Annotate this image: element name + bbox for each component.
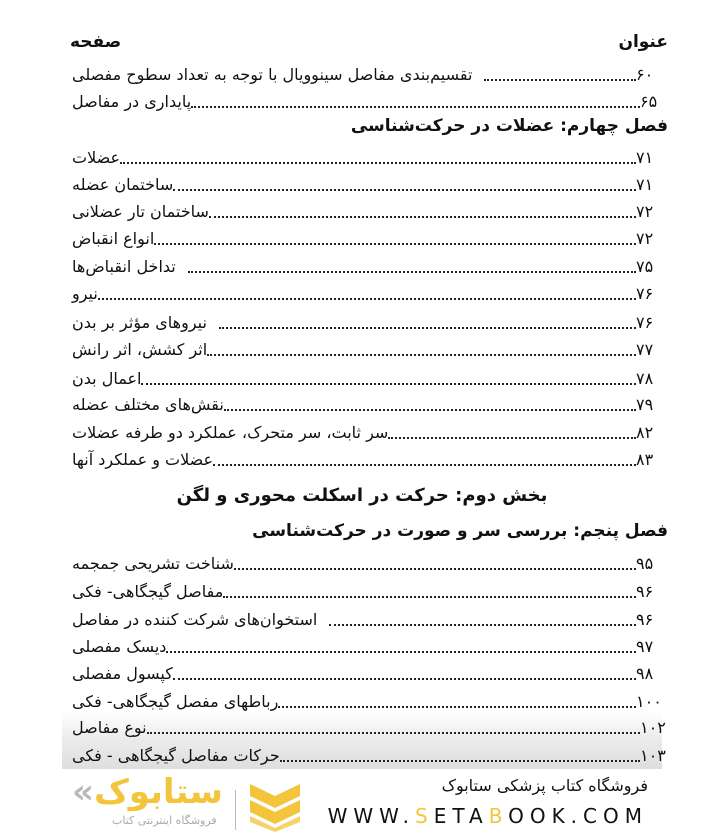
- footer-watermark: [0, 770, 724, 836]
- toc-entry[interactable]: [70, 60, 668, 86]
- toc-entry[interactable]: [70, 418, 668, 444]
- entry-title: سر ثابت، سر متحرک، عملکرد دو طرفه عضلات: [72, 423, 389, 442]
- entry-title: نوع مفاصل: [72, 718, 147, 737]
- entry-title: پایداری در مفاصل: [72, 92, 192, 111]
- logo-wordmark: «ستابوک: [72, 772, 223, 812]
- toc-entry[interactable]: [70, 713, 668, 739]
- dot-leader: [223, 596, 636, 598]
- dot-leader: [329, 624, 636, 626]
- entry-title: حرکات مفاصل گیجگاهی - فکی: [72, 746, 280, 765]
- logo-divider: [235, 790, 236, 830]
- dot-leader: [191, 106, 640, 108]
- entry-title: استخوان‌های شرکت کننده در مفاصل: [72, 610, 318, 629]
- toc-entry[interactable]: [70, 252, 668, 278]
- dot-leader: [154, 243, 636, 245]
- entry-title: نیروهای مؤثر بر بدن: [72, 313, 207, 332]
- toc-entry[interactable]: [70, 445, 668, 471]
- dot-leader: [173, 189, 636, 191]
- entry-page: ۷۲: [636, 229, 654, 248]
- entry-page: ۱۰۲: [640, 718, 666, 737]
- entry-title: نقش‌های مختلف عضله: [72, 395, 224, 414]
- store-url[interactable]: WWW.SETABOOK.COM: [327, 804, 648, 828]
- entry-page: ۹۵: [636, 554, 654, 573]
- toc-entry[interactable]: [70, 741, 668, 767]
- entry-page: ۱۰۳: [640, 746, 666, 765]
- toc-entry[interactable]: [70, 364, 668, 390]
- dot-leader: [280, 760, 640, 762]
- entry-title: کپسول مفصلی: [72, 664, 173, 683]
- dot-leader: [219, 327, 636, 329]
- entry-page: ۷۱: [636, 175, 654, 194]
- entry-page: ۹۷: [636, 637, 654, 656]
- entry-page: ۷۷: [636, 340, 654, 359]
- toc-entry[interactable]: [70, 549, 668, 575]
- logo-subtitle: فروشگاه اینترنتی کتاب: [112, 814, 217, 827]
- entry-title: دیسک مفصلی: [72, 637, 167, 656]
- dot-leader: [98, 298, 636, 300]
- entry-title: انواع انقباض: [72, 229, 155, 248]
- dot-leader: [141, 383, 636, 385]
- dot-leader: [166, 651, 636, 653]
- entry-page: ۶۵: [640, 92, 658, 111]
- entry-title: تقسیم‌بندی مفاصل سینوویال با توجه به تعداد سطوح مفصلی: [72, 65, 473, 84]
- toc-entry[interactable]: [70, 687, 668, 713]
- dot-leader: [147, 732, 640, 734]
- dot-leader: [484, 79, 636, 81]
- store-name: فروشگاه کتاب پزشکی ستابوک: [441, 776, 648, 795]
- dot-leader: [120, 162, 636, 164]
- toc-entry[interactable]: [70, 308, 668, 334]
- chevron-badge-icon: [248, 782, 302, 832]
- entry-title: نیرو: [72, 284, 98, 303]
- entry-title: اثر کشش، اثر رانش: [72, 340, 208, 359]
- entry-title: ساختمان تار عضلانی: [72, 202, 209, 221]
- entry-page: ۹۸: [636, 664, 654, 683]
- entry-page: ۹۶: [636, 610, 654, 629]
- toc-entry[interactable]: [70, 87, 668, 113]
- dot-leader: [213, 464, 636, 466]
- chapter-heading[interactable]: فصل پنجم: بررسی سر و صورت در حرکت‌شناسی: [252, 521, 668, 541]
- toc-entry[interactable]: [70, 659, 668, 685]
- toc-entry[interactable]: [70, 197, 668, 223]
- entry-page: ۸۲: [636, 423, 654, 442]
- entry-title: اعمال بدن: [72, 369, 142, 388]
- entry-page: ۷۶: [636, 313, 654, 332]
- entry-page: ۶۰: [636, 65, 654, 84]
- entry-title: مفاصل گیجگاهی- فکی: [72, 582, 224, 601]
- dot-leader: [207, 354, 636, 356]
- entry-page: ۹۶: [636, 582, 654, 601]
- setabook-logo[interactable]: [72, 772, 302, 834]
- page-column-header: صفحه: [70, 32, 122, 52]
- toc-entry[interactable]: [70, 143, 668, 169]
- entry-page: ۷۱: [636, 148, 654, 167]
- entry-title: تداخل انقباض‌ها: [72, 257, 176, 276]
- entry-page: ۱۰۰: [636, 692, 662, 711]
- title-column-header: عنوان: [618, 32, 668, 52]
- entry-title: شناخت تشریحی جمجمه: [72, 554, 234, 573]
- dot-leader: [188, 271, 636, 273]
- entry-title: ساختمان عضله: [72, 175, 174, 194]
- toc-entry[interactable]: [70, 605, 668, 631]
- toc-entry[interactable]: [70, 577, 668, 603]
- dot-leader: [278, 706, 636, 708]
- toc-entry[interactable]: [70, 335, 668, 361]
- dot-leader: [234, 568, 636, 570]
- entry-page: ۷۶: [636, 284, 654, 303]
- entry-title: عضلات: [72, 148, 121, 167]
- toc-entry[interactable]: [70, 279, 668, 305]
- toc-entry[interactable]: [70, 224, 668, 250]
- entry-page: ۷۸: [636, 369, 654, 388]
- entry-title: عضلات و عملکرد آنها: [72, 450, 214, 469]
- toc-entry[interactable]: [70, 170, 668, 196]
- dot-leader: [209, 216, 636, 218]
- entry-page: ۸۳: [636, 450, 654, 469]
- toc-entry[interactable]: [70, 390, 668, 416]
- entry-page: ۷۲: [636, 202, 654, 221]
- entry-page: ۷۹: [636, 395, 654, 414]
- toc-entry[interactable]: [70, 632, 668, 658]
- chapter-heading[interactable]: فصل چهارم: عضلات در حرکت‌شناسی: [350, 116, 668, 136]
- entry-title: رباطهای مفصل گیجگاهی- فکی: [72, 692, 279, 711]
- dot-leader: [173, 678, 636, 680]
- logo-chevrons-icon: «: [72, 772, 94, 812]
- dot-leader: [388, 437, 636, 439]
- dot-leader: [224, 409, 636, 411]
- entry-page: ۷۵: [636, 257, 654, 276]
- part-heading[interactable]: بخش دوم: حرکت در اسکلت محوری و لگن: [176, 485, 548, 506]
